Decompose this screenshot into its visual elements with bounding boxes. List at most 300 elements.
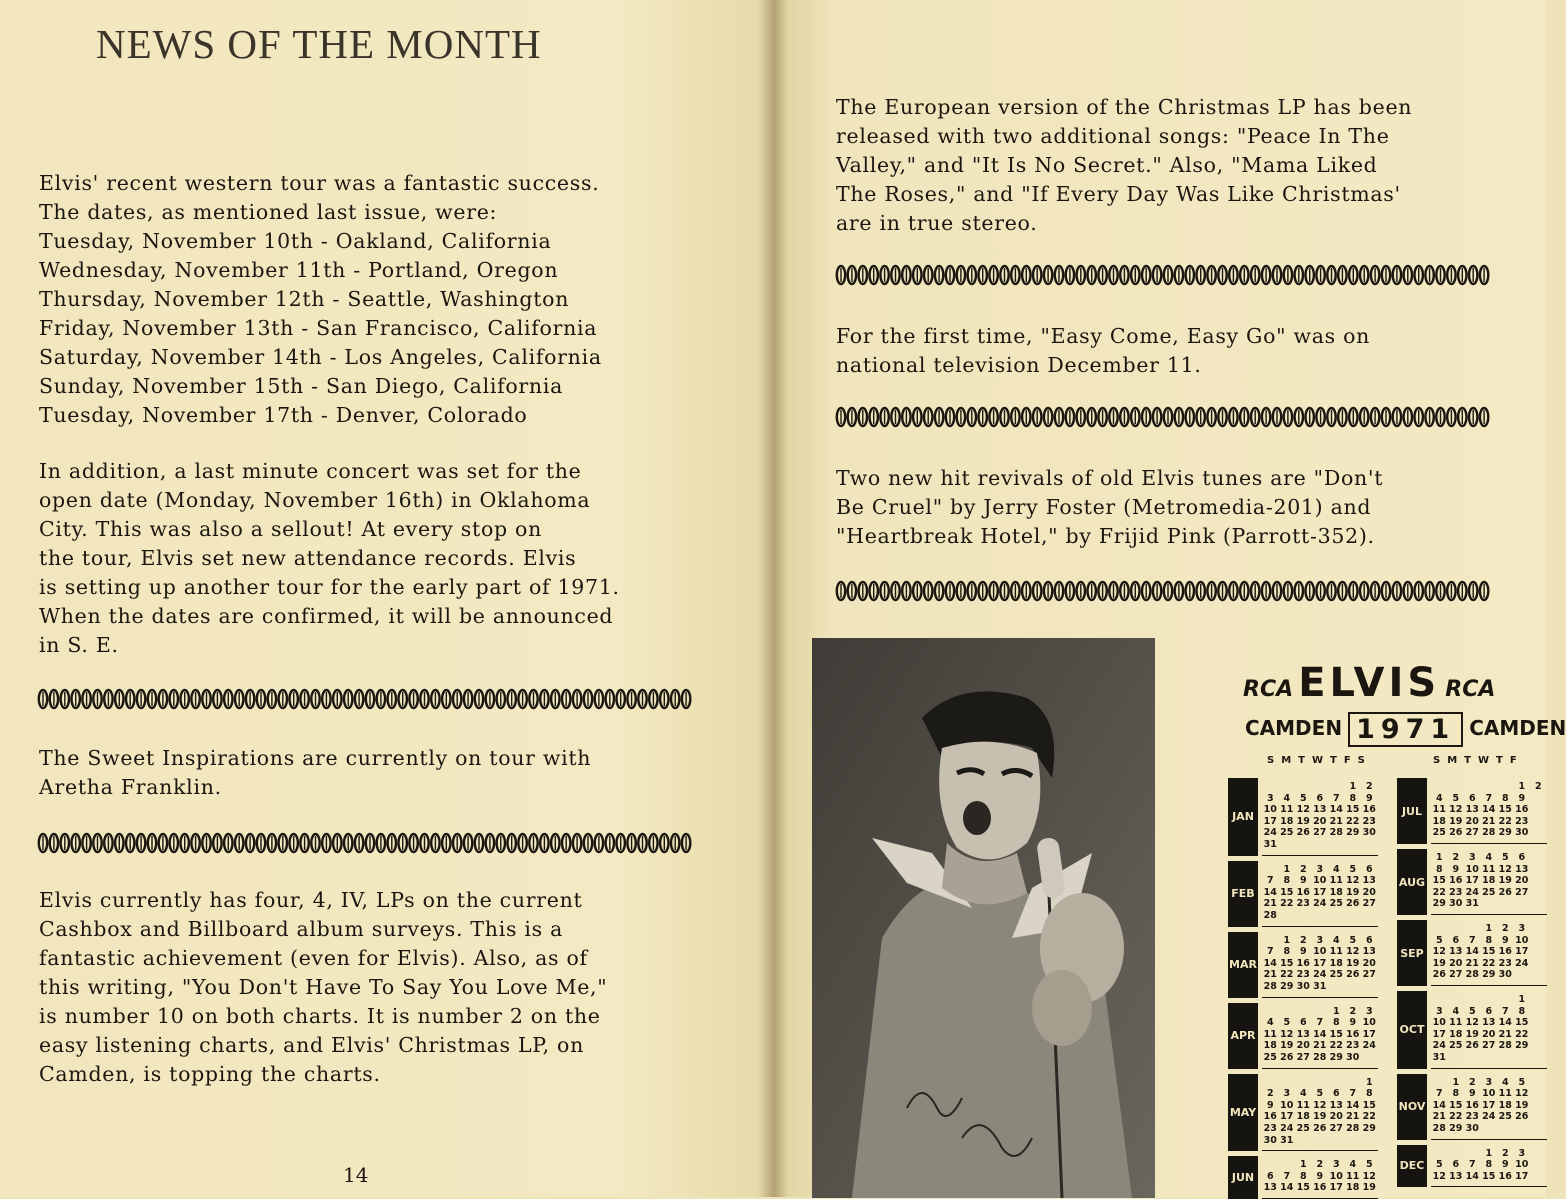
calendar-day xyxy=(1530,946,1547,958)
calendar-week-row xyxy=(1262,875,1378,887)
calendar-day: 1 xyxy=(1518,781,1526,792)
calendar-day: 13 xyxy=(1449,946,1463,958)
calendar-day: 22 xyxy=(1515,1028,1529,1040)
calendar-day: 6 xyxy=(1485,1005,1493,1017)
calendar-day: 3 xyxy=(1283,1088,1291,1100)
calendar-day xyxy=(1312,910,1329,922)
calendar-day: 29 xyxy=(1329,1051,1343,1063)
text-line: City. This was also a sellout! At every stop on xyxy=(39,517,542,541)
calendar-day: 25 xyxy=(1280,827,1294,839)
calendar-day: 24 xyxy=(1465,886,1479,898)
calendar-day: 13 xyxy=(1313,804,1327,816)
calendar-day: 1 xyxy=(1283,934,1291,946)
calendar-day: 7 xyxy=(1501,1005,1509,1017)
rca-logo: RCA xyxy=(1445,677,1496,702)
calendar-month-jan xyxy=(1228,778,1378,856)
calendar-day: 26 xyxy=(1515,1111,1529,1123)
calendar-day: 31 xyxy=(1465,898,1479,910)
calendar-day: 15 xyxy=(1449,1099,1463,1111)
calendar-day xyxy=(1328,910,1345,922)
calendar-day: 3 xyxy=(1332,1159,1340,1171)
calendar-day xyxy=(1431,1077,1448,1089)
calendar-day: 9 xyxy=(1468,1088,1476,1100)
calendar-day: 22 xyxy=(1498,815,1512,827)
calendar-day: 4 xyxy=(1485,852,1493,863)
calendar-day: 20 xyxy=(1313,815,1327,827)
calendar-day xyxy=(1262,781,1279,793)
calendar-day xyxy=(1448,1148,1465,1160)
calendar-week-row xyxy=(1431,923,1547,935)
calendar-day: 5 xyxy=(1365,1159,1373,1171)
calendar-day: 7 xyxy=(1266,946,1274,958)
calendar-day: 16 xyxy=(1515,804,1529,816)
page-number: 14 xyxy=(343,1163,369,1187)
calendar-day xyxy=(1279,839,1296,851)
calendar-day: 8 xyxy=(1299,1170,1307,1182)
calendar-day: 17 xyxy=(1432,1028,1446,1040)
ornament-divider-graphic xyxy=(38,832,692,854)
calendar-day: 11 xyxy=(1482,863,1496,875)
calendar-day: 5 xyxy=(1501,852,1509,863)
calendar-day: 10 xyxy=(1280,1099,1294,1111)
calendar-week-row xyxy=(1431,898,1547,910)
calendar-day: 2 xyxy=(1349,1005,1357,1017)
calendar-day: 12 xyxy=(1432,1170,1446,1182)
calendar-day xyxy=(1530,864,1547,876)
calendar-day: 8 xyxy=(1452,1088,1460,1100)
calendar-day: 18 xyxy=(1482,875,1496,887)
calendar-day: 2 xyxy=(1299,863,1307,875)
calendar-day: 28 xyxy=(1432,1122,1446,1134)
calendar-month-label: JAN xyxy=(1228,778,1258,856)
calendar-subheader xyxy=(1245,712,1566,747)
calendar-week-row xyxy=(1262,864,1378,876)
calendar-day xyxy=(1497,1123,1514,1135)
calendar-day xyxy=(1448,1052,1465,1064)
calendar-day: 15 xyxy=(1329,1028,1343,1040)
calendar-day: 10 xyxy=(1465,863,1479,875)
calendar-day: 21 xyxy=(1346,1111,1360,1123)
calendar-day: 8 xyxy=(1485,934,1493,946)
calendar-day-grid xyxy=(1262,864,1378,922)
calendar-day: 24 xyxy=(1313,969,1327,981)
calendar-day-grid xyxy=(1431,994,1547,1064)
calendar-day xyxy=(1530,887,1547,899)
calendar-day xyxy=(1514,1123,1531,1135)
calendar-day xyxy=(1312,1135,1329,1147)
calendar-week-row xyxy=(1431,935,1547,947)
calendar-day: 29 xyxy=(1482,969,1496,981)
calendar-week-row xyxy=(1262,1171,1378,1183)
calendar-day xyxy=(1464,994,1481,1006)
calendar-day: 10 xyxy=(1313,946,1327,958)
calendar-day: 3 xyxy=(1518,1147,1526,1159)
calendar-day xyxy=(1328,1135,1345,1147)
text-line: For the first time, "Easy Come, Easy Go" was on xyxy=(836,324,1371,348)
calendar-day: 16 xyxy=(1362,804,1376,816)
text-line: this writing, "You Don't Have To Say You Love Me," xyxy=(39,975,608,999)
calendar-day: 27 xyxy=(1465,827,1479,839)
calendar-week-row xyxy=(1262,1029,1378,1041)
calendar-day-grid xyxy=(1431,852,1547,910)
calendar-week-row xyxy=(1431,793,1547,805)
text-line: Valley," and "It Is No Secret." Also, "Mama Liked xyxy=(836,153,1378,177)
calendar-day xyxy=(1481,898,1498,910)
calendar-day xyxy=(1328,981,1345,993)
calendar-day: 24 xyxy=(1482,1111,1496,1123)
calendar-month-divider xyxy=(1262,997,1378,998)
calendar-day: 22 xyxy=(1329,1040,1343,1052)
calendar-day xyxy=(1431,994,1448,1006)
calendar-week-row xyxy=(1262,969,1378,981)
calendar-day: 8 xyxy=(1283,946,1291,958)
text-line: Cashbox and Billboard album surveys. This is a xyxy=(39,917,564,941)
calendar-day xyxy=(1295,910,1312,922)
calendar-day: 8 xyxy=(1435,863,1443,875)
calendar-day: 9 xyxy=(1299,946,1307,958)
tour-date: Sunday, November 15th - San Diego, California xyxy=(39,374,564,398)
calendar-day: 15 xyxy=(1432,875,1446,887)
text-line: The Roses," and "If Every Day Was Like Christmas' xyxy=(836,182,1401,206)
calendar-day: 5 xyxy=(1349,934,1357,946)
calendar-day: 16 xyxy=(1498,1170,1512,1182)
calendar-day: 11 xyxy=(1280,804,1294,816)
calendar-day xyxy=(1448,994,1465,1006)
calendar-day: 2 xyxy=(1452,852,1460,863)
calendar-month-label: JUN xyxy=(1228,1156,1258,1199)
tour-date: Saturday, November 14th - Los Angeles, California xyxy=(39,345,602,369)
calendar-month-nov xyxy=(1397,1074,1547,1140)
calendar-day xyxy=(1530,827,1547,839)
calendar-day: 26 xyxy=(1280,1051,1294,1063)
camden-label: CAMDEN xyxy=(1469,716,1566,740)
calendar-day: 4 xyxy=(1501,1076,1509,1088)
calendar-day: 21 xyxy=(1482,815,1496,827)
text-line: is number 10 on both charts. It is number 2 on the xyxy=(39,1004,601,1028)
calendar-day: 19 xyxy=(1362,1182,1376,1194)
calendar-day: 25 xyxy=(1432,827,1446,839)
calendar-day xyxy=(1530,1006,1547,1018)
calendar-day: 1 xyxy=(1435,852,1443,863)
tour-date: Friday, November 13th - San Francisco, California xyxy=(39,316,598,340)
calendar-day: 5 xyxy=(1435,934,1443,946)
calendar-day: 22 xyxy=(1449,1111,1463,1123)
calendar-day: 9 xyxy=(1452,863,1460,875)
rca-logo: RCA xyxy=(1243,677,1294,702)
calendar-day: 16 xyxy=(1346,1028,1360,1040)
calendar-day: 7 xyxy=(1332,792,1340,804)
calendar-day xyxy=(1279,781,1296,793)
calendar-day xyxy=(1530,1100,1547,1112)
calendar-day: 30 xyxy=(1296,980,1310,992)
calendar-month-sep xyxy=(1397,920,1547,986)
calendar-day: 27 xyxy=(1482,1040,1496,1052)
calendar-day: 10 xyxy=(1263,804,1277,816)
calendar-day: 14 xyxy=(1280,1182,1294,1194)
calendar-month-dec xyxy=(1397,1145,1547,1188)
calendar-day: 15 xyxy=(1482,946,1496,958)
calendar-day: 15 xyxy=(1482,1170,1496,1182)
calendar-day: 8 xyxy=(1485,1159,1493,1171)
calendar-week-row xyxy=(1431,994,1547,1006)
ornament-divider xyxy=(836,406,1490,428)
calendar-day: 19 xyxy=(1432,957,1446,969)
calendar-day: 30 xyxy=(1498,969,1512,981)
text-line: The dates, as mentioned last issue, were: xyxy=(39,200,498,224)
text-line: When the dates are confirmed, it will be announced xyxy=(39,604,614,628)
calendar-month-divider xyxy=(1431,843,1547,844)
calendar-day xyxy=(1431,923,1448,935)
calendar-day xyxy=(1530,852,1547,864)
calendar-day xyxy=(1497,994,1514,1006)
calendar-week-row xyxy=(1262,1077,1378,1089)
calendar-day xyxy=(1530,1017,1547,1029)
calendar-day: 24 xyxy=(1313,898,1327,910)
calendar-month-label: MAY xyxy=(1228,1074,1258,1152)
calendar-day: 21 xyxy=(1329,815,1343,827)
calendar-day: 17 xyxy=(1329,1182,1343,1194)
calendar-day: 21 xyxy=(1313,1040,1327,1052)
calendar-day: 19 xyxy=(1346,886,1360,898)
calendar-month-divider xyxy=(1431,1068,1547,1069)
calendar-day: 29 xyxy=(1515,1040,1529,1052)
calendar-day: 13 xyxy=(1296,1028,1310,1040)
calendar-day: 17 xyxy=(1263,815,1277,827)
calendar-day: 26 xyxy=(1313,1122,1327,1134)
calendar-day: 22 xyxy=(1280,898,1294,910)
calendar-day: 16 xyxy=(1449,875,1463,887)
calendar-day: 11 xyxy=(1263,1028,1277,1040)
calendar-week-row xyxy=(1262,887,1378,899)
calendar-day: 12 xyxy=(1432,946,1446,958)
calendar-day xyxy=(1328,781,1345,793)
calendar-day: 29 xyxy=(1449,1122,1463,1134)
calendar-day: 21 xyxy=(1263,898,1277,910)
calendar-week-row xyxy=(1431,1040,1547,1052)
calendar-day: 2 xyxy=(1468,1076,1476,1088)
calendar-day: 20 xyxy=(1449,957,1463,969)
calendar-day: 18 xyxy=(1346,1182,1360,1194)
right-page xyxy=(773,0,1566,1197)
calendar-day: 23 xyxy=(1498,957,1512,969)
calendar-day xyxy=(1295,1077,1312,1089)
calendar-day xyxy=(1464,781,1481,793)
calendar-day xyxy=(1361,1135,1378,1147)
calendar-day: 1 xyxy=(1485,1147,1493,1159)
calendar-week-row xyxy=(1431,1100,1547,1112)
calendar-month-oct xyxy=(1397,991,1547,1069)
calendar-year: 1971 xyxy=(1348,712,1463,747)
calendar-day xyxy=(1530,1040,1547,1052)
calendar-day: 29 xyxy=(1362,1122,1376,1134)
calendar-day-grid xyxy=(1262,1077,1378,1147)
calendar-week-row xyxy=(1431,804,1547,816)
calendar-day xyxy=(1514,898,1531,910)
calendar-month-divider xyxy=(1431,1186,1547,1187)
calendar-day: 31 xyxy=(1313,980,1327,992)
calendar-week-row xyxy=(1431,969,1547,981)
calendar-day: 10 xyxy=(1515,934,1529,946)
calendar-day: 25 xyxy=(1329,969,1343,981)
calendar-day: 19 xyxy=(1449,815,1463,827)
calendar-day: 18 xyxy=(1280,815,1294,827)
calendar-day: 6 xyxy=(1468,792,1476,804)
calendar-day: 28 xyxy=(1498,1040,1512,1052)
calendar-day: 14 xyxy=(1465,946,1479,958)
calendar-day: 10 xyxy=(1432,1017,1446,1029)
calendar-day: 6 xyxy=(1299,1017,1307,1029)
text-line: In addition, a last minute concert was set for the xyxy=(39,459,582,483)
calendar-week-row xyxy=(1262,1135,1378,1147)
calendar-day: 19 xyxy=(1313,1111,1327,1123)
calendar-month-divider xyxy=(1431,914,1547,915)
calendar-day: 13 xyxy=(1465,804,1479,816)
calendar-day xyxy=(1464,1148,1481,1160)
calendar-day xyxy=(1345,910,1362,922)
calendar-month-label: FEB xyxy=(1228,861,1258,927)
calendar-day xyxy=(1328,1077,1345,1089)
calendar-week-row xyxy=(1262,1182,1378,1194)
calendar-day: 4 xyxy=(1332,934,1340,946)
calendar-month-may xyxy=(1228,1074,1378,1152)
calendar-week-row xyxy=(1262,898,1378,910)
calendar-day: 10 xyxy=(1313,875,1327,887)
calendar-month-jun xyxy=(1228,1156,1378,1199)
calendar-day: 23 xyxy=(1465,1111,1479,1123)
calendar-day-grid xyxy=(1431,1077,1547,1135)
calendar-month-divider xyxy=(1262,855,1378,856)
calendar-day: 26 xyxy=(1296,827,1310,839)
calendar-day: 4 xyxy=(1435,792,1443,804)
calendar-day: 29 xyxy=(1432,898,1446,910)
calendar-day xyxy=(1345,981,1362,993)
calendar-day: 1 xyxy=(1365,1076,1373,1088)
calendar-day: 8 xyxy=(1365,1088,1373,1100)
calendar-day: 15 xyxy=(1362,1099,1376,1111)
tour-dates-list xyxy=(39,227,602,430)
calendar-day: 27 xyxy=(1296,1051,1310,1063)
calendar-day-grid xyxy=(1262,935,1378,993)
calendar-day: 8 xyxy=(1283,875,1291,887)
calendar-day: 25 xyxy=(1482,886,1496,898)
calendar-day: 3 xyxy=(1316,863,1324,875)
calendar-day: 23 xyxy=(1362,815,1376,827)
calendar-day xyxy=(1530,793,1547,805)
calendar-day: 11 xyxy=(1346,1170,1360,1182)
calendar-day: 18 xyxy=(1449,1028,1463,1040)
calendar-day: 20 xyxy=(1515,875,1529,887)
calendar-day: 28 xyxy=(1263,980,1277,992)
tour-date: Tuesday, November 17th - Denver, Colorado xyxy=(39,403,528,427)
calendar-day xyxy=(1345,1135,1362,1147)
calendar-month-divider xyxy=(1431,985,1547,986)
calendar-day: 7 xyxy=(1468,1159,1476,1171)
calendar-day: 17 xyxy=(1280,1111,1294,1123)
calendar-day: 5 xyxy=(1299,792,1307,804)
calendar-day: 14 xyxy=(1346,1099,1360,1111)
calendar-month-label: JUL xyxy=(1397,778,1427,844)
calendar-week-row xyxy=(1431,1052,1547,1064)
calendar-day: 11 xyxy=(1432,804,1446,816)
calendar-day: 25 xyxy=(1449,1040,1463,1052)
calendar-day: 1 xyxy=(1299,1159,1307,1171)
calendar-day: 25 xyxy=(1498,1111,1512,1123)
calendar-month-label: MAR xyxy=(1228,932,1258,998)
calendar-artist: ELVIS xyxy=(1298,660,1441,706)
calendar-week-row xyxy=(1262,839,1378,851)
calendar-month-label: AUG xyxy=(1397,849,1427,915)
calendar-day: 26 xyxy=(1432,969,1446,981)
calendar-day: 20 xyxy=(1482,1028,1496,1040)
calendar-month-label: DEC xyxy=(1397,1145,1427,1188)
calendar-day xyxy=(1312,839,1329,851)
calendar-day: 15 xyxy=(1280,957,1294,969)
calendar-day xyxy=(1328,839,1345,851)
calendar-week-row xyxy=(1431,1006,1547,1018)
calendar-week-row xyxy=(1431,875,1547,887)
calendar-day: 21 xyxy=(1465,957,1479,969)
calendar-day: 29 xyxy=(1346,827,1360,839)
calendar-day: 24 xyxy=(1362,1040,1376,1052)
ornament-divider-graphic xyxy=(836,580,1490,602)
calendar-day xyxy=(1279,1077,1296,1089)
calendar-day xyxy=(1279,1159,1296,1171)
calendar-day: 23 xyxy=(1515,815,1529,827)
calendar-day: 14 xyxy=(1498,1017,1512,1029)
calendar-day: 27 xyxy=(1362,898,1376,910)
calendar-week-row xyxy=(1262,1017,1378,1029)
calendar-week-row xyxy=(1431,1171,1547,1183)
calendar-week-row xyxy=(1431,1159,1547,1171)
text-line: easy listening charts, and Elvis' Christmas LP, on xyxy=(39,1033,584,1057)
calendar-day xyxy=(1431,1148,1448,1160)
calendar-day: 15 xyxy=(1280,886,1294,898)
page-title: NEWS OF THE MONTH xyxy=(96,21,542,67)
calendar-day xyxy=(1448,781,1465,793)
calendar-day: 5 xyxy=(1316,1088,1324,1100)
calendar-day: 22 xyxy=(1432,886,1446,898)
calendar-day: 10 xyxy=(1515,1159,1529,1171)
calendar-day xyxy=(1295,1006,1312,1018)
calendar-day: 13 xyxy=(1449,1170,1463,1182)
calendar-day: 12 xyxy=(1362,1170,1376,1182)
calendar-day: 17 xyxy=(1515,1170,1529,1182)
calendar-week-row xyxy=(1262,1123,1378,1135)
ornament-divider xyxy=(836,264,1490,286)
calendar-day: 14 xyxy=(1432,1099,1446,1111)
tour-date: Thursday, November 12th - Seattle, Washington xyxy=(39,287,570,311)
calendar-week-row xyxy=(1431,1088,1547,1100)
calendar-week-row xyxy=(1431,864,1547,876)
calendar-day: 12 xyxy=(1346,875,1360,887)
calendar-day: 22 xyxy=(1280,969,1294,981)
calendar-day: 15 xyxy=(1296,1182,1310,1194)
calendar-week-row xyxy=(1431,1029,1547,1041)
calendar-day: 31 xyxy=(1432,1051,1446,1063)
calendar-day: 5 xyxy=(1452,792,1460,804)
calendar-day: 18 xyxy=(1432,815,1446,827)
calendar-day xyxy=(1497,1052,1514,1064)
calendar-day xyxy=(1361,981,1378,993)
calendar-day: 26 xyxy=(1465,1040,1479,1052)
calendar-day: 12 xyxy=(1313,1099,1327,1111)
calendar-day xyxy=(1530,875,1547,887)
calendar-day: 28 xyxy=(1263,909,1277,921)
calendar-week-row xyxy=(1262,1159,1378,1171)
calendar-day: 5 xyxy=(1435,1159,1443,1171)
calendar-day: 6 xyxy=(1365,863,1373,875)
calendar-day: 9 xyxy=(1501,1159,1509,1171)
